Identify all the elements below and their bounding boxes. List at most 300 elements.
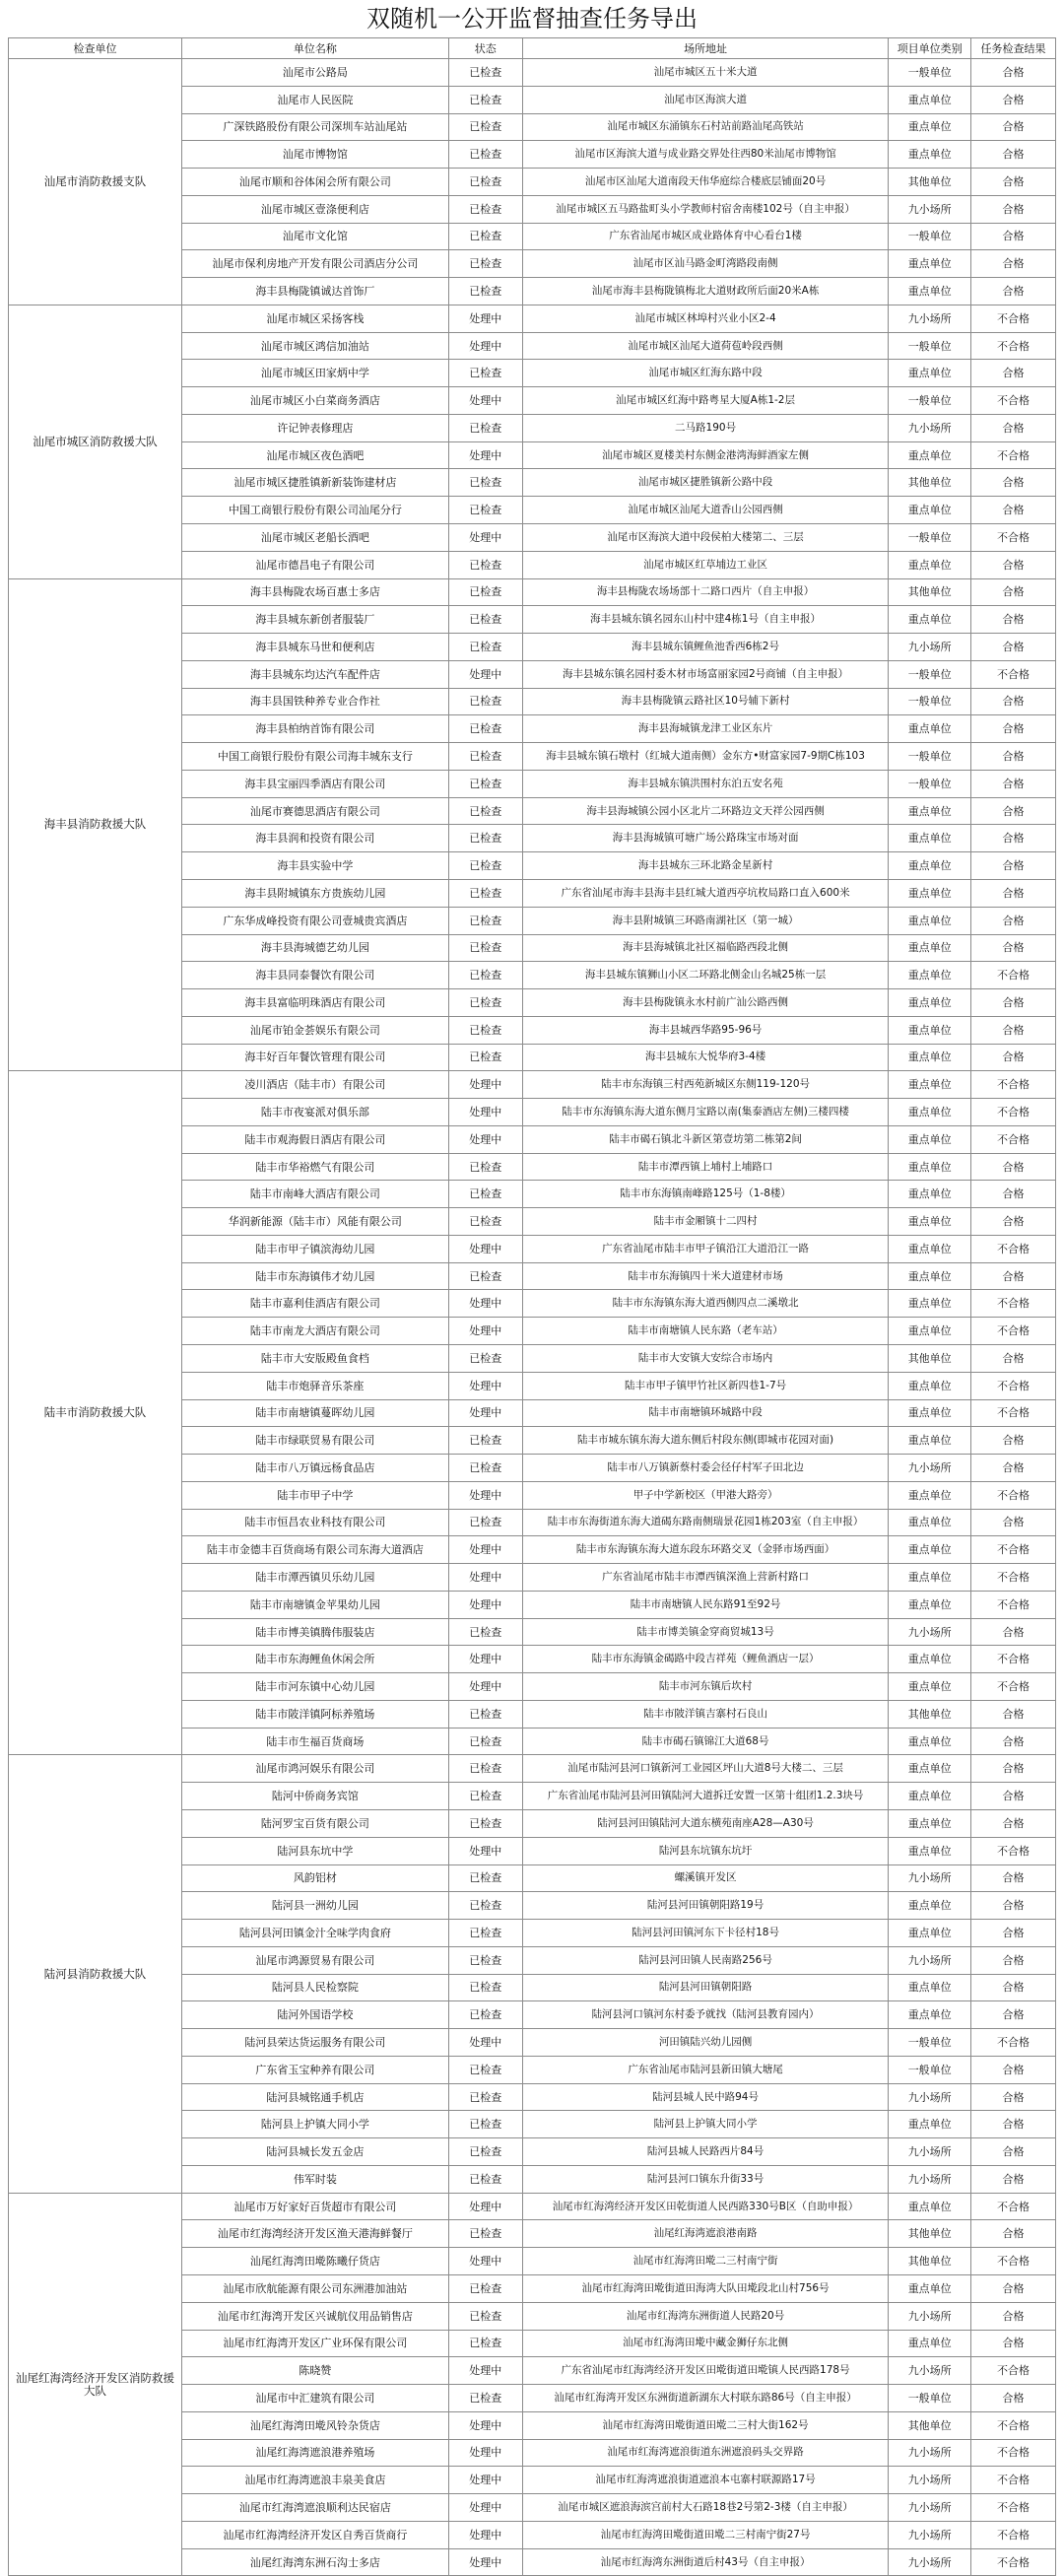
- table-row: [9, 59, 1056, 87]
- status-cell: 处理中: [448, 1099, 522, 1126]
- unit-name-cell: 陆河县荣达货运服务有限公司: [182, 2029, 449, 2057]
- address-cell: 二马路190号: [522, 414, 889, 441]
- category-cell: 重点单位: [889, 2275, 971, 2303]
- category-cell: 其他单位: [889, 169, 971, 196]
- status-cell: 已检查: [448, 1044, 522, 1071]
- status-cell: 已检查: [448, 1755, 522, 1783]
- category-cell: 其他单位: [889, 2411, 971, 2439]
- unit-name-cell: 陆丰市南龙大酒店有限公司: [182, 1318, 449, 1345]
- unit-name-cell: 陆丰市金德丰百货商场有限公司东海大道酒店: [182, 1536, 449, 1564]
- status-cell: 处理中: [448, 2193, 522, 2220]
- status-cell: 已检查: [448, 414, 522, 441]
- result-cell: 不合格: [971, 2467, 1056, 2494]
- address-cell: 汕尾市红海湾田墘中藏金狮仔东北侧: [522, 2330, 889, 2357]
- status-cell: 处理中: [448, 1399, 522, 1427]
- unit-name-cell: 海丰县富临明珠酒店有限公司: [182, 989, 449, 1017]
- unit-name-cell: 陆丰市博美镇腾伟服装店: [182, 1618, 449, 1646]
- category-cell: 一般单位: [889, 660, 971, 688]
- unit-name-cell: 陆河县城长发五金店: [182, 2138, 449, 2166]
- status-cell: 已检查: [448, 1455, 522, 1482]
- result-cell: 不合格: [971, 1372, 1056, 1399]
- status-cell: 已检查: [448, 1344, 522, 1372]
- result-cell: 合格: [971, 606, 1056, 634]
- category-cell: 一般单位: [889, 2056, 971, 2083]
- category-cell: 重点单位: [889, 1509, 971, 1536]
- unit-name-cell: 陆丰市大安版殿鱼食档: [182, 1344, 449, 1372]
- status-cell: 已检查: [448, 1810, 522, 1838]
- result-cell: 合格: [971, 825, 1056, 852]
- category-cell: 重点单位: [889, 907, 971, 934]
- category-cell: 重点单位: [889, 1673, 971, 1701]
- result-cell: 合格: [971, 1044, 1056, 1071]
- category-cell: 九小场所: [889, 2439, 971, 2467]
- status-cell: 处理中: [448, 2548, 522, 2576]
- result-cell: 不合格: [971, 441, 1056, 469]
- address-cell: 陆丰市八万镇新蔡村委会径仔村军子田北边: [522, 1455, 889, 1482]
- status-cell: 已检查: [448, 2056, 522, 2083]
- unit-name-cell: 华润新能源（陆丰市）风能有限公司: [182, 1208, 449, 1236]
- category-cell: 重点单位: [889, 989, 971, 1017]
- address-cell: 陆丰市东海镇南峰路125号（1-8楼）: [522, 1181, 889, 1208]
- category-cell: 九小场所: [889, 195, 971, 223]
- result-cell: 合格: [971, 551, 1056, 578]
- result-cell: 不合格: [971, 1646, 1056, 1673]
- result-cell: 合格: [971, 59, 1056, 87]
- result-cell: 合格: [971, 634, 1056, 661]
- result-cell: 合格: [971, 1920, 1056, 1947]
- unit-name-cell: 汕尾市鸿源贸易有限公司: [182, 1946, 449, 1974]
- status-cell: 已检查: [448, 1208, 522, 1236]
- inspection-team-cell: 海丰县消防救援大队: [9, 578, 182, 1071]
- column-header-unit: 单位名称: [182, 38, 449, 59]
- unit-name-cell: 汕尾市城区捷胜镇新新装饰建材店: [182, 469, 449, 497]
- result-cell: 不合格: [971, 962, 1056, 989]
- address-cell: 海丰县附城镇三环路南湖社区（第一城）: [522, 907, 889, 934]
- category-cell: 重点单位: [889, 797, 971, 825]
- address-cell: 汕尾市红海湾田墘街道田墘二三村大街162号: [522, 2411, 889, 2439]
- unit-name-cell: 汕尾市红海湾遮浪顺利达民宿店: [182, 2494, 449, 2522]
- status-cell: 处理中: [448, 1235, 522, 1262]
- category-cell: 重点单位: [889, 2111, 971, 2138]
- category-cell: 重点单位: [889, 1290, 971, 1318]
- result-cell: 不合格: [971, 2193, 1056, 2220]
- address-cell: 汕尾市红海湾东洲街道人民路20号: [522, 2302, 889, 2330]
- result-cell: 合格: [971, 1974, 1056, 2001]
- address-cell: 海丰县城东三环北路金星新村: [522, 852, 889, 880]
- address-cell: 海丰县城东镇鲤鱼池香西6栋2号: [522, 634, 889, 661]
- status-cell: 已检查: [448, 469, 522, 497]
- unit-name-cell: 汕尾市城区老船长酒吧: [182, 524, 449, 552]
- status-cell: 已检查: [448, 1700, 522, 1728]
- address-cell: 汕尾市城区汕尾大道香山公园西侧: [522, 497, 889, 524]
- unit-name-cell: 海丰县梅陇农场百惠士多店: [182, 578, 449, 606]
- status-cell: 已检查: [448, 634, 522, 661]
- status-cell: 处理中: [448, 1837, 522, 1864]
- category-cell: 重点单位: [889, 1125, 971, 1153]
- status-cell: 已检查: [448, 578, 522, 606]
- status-cell: 已检查: [448, 770, 522, 797]
- category-cell: 其他单位: [889, 578, 971, 606]
- address-cell: 汕尾市城区五马路盐町头小学教师村宿舍南楼102号（自主申报）: [522, 195, 889, 223]
- category-cell: 重点单位: [889, 1783, 971, 1810]
- status-cell: 已检查: [448, 2165, 522, 2193]
- result-cell: 不合格: [971, 1071, 1056, 1099]
- address-cell: 汕尾市红海湾田墘街道田海湾大队田墘段北山村756号: [522, 2275, 889, 2303]
- result-cell: 合格: [971, 1344, 1056, 1372]
- result-cell: 合格: [971, 1455, 1056, 1482]
- category-cell: 重点单位: [889, 962, 971, 989]
- status-cell: 已检查: [448, 2302, 522, 2330]
- result-cell: 合格: [971, 169, 1056, 196]
- result-cell: 合格: [971, 250, 1056, 278]
- address-cell: 广东省汕尾市陆丰市甲子镇沿江大道沿江一路: [522, 1235, 889, 1262]
- status-cell: 处理中: [448, 1673, 522, 1701]
- status-cell: 处理中: [448, 2248, 522, 2275]
- address-cell: 汕尾市红海湾遮浪街道遮浪本屯寨村联源路17号: [522, 2467, 889, 2494]
- result-cell: 合格: [971, 141, 1056, 169]
- status-cell: 处理中: [448, 2467, 522, 2494]
- address-cell: 陆丰市东海镇东海大道东侧月宝路以南(集泰酒店左侧)三楼四楼: [522, 1099, 889, 1126]
- unit-name-cell: 海丰县宝丽四季酒店有限公司: [182, 770, 449, 797]
- result-cell: 合格: [971, 2302, 1056, 2330]
- address-cell: 海丰县城东镇石墩村（红城大道南侧）金东方•财富家园7-9期C栋103: [522, 743, 889, 771]
- address-cell: 汕尾市红海湾经济开发区田乾街道人民西路330号B区（自助申报）: [522, 2193, 889, 2220]
- unit-name-cell: 海丰县实验中学: [182, 852, 449, 880]
- status-cell: 已检查: [448, 1427, 522, 1455]
- result-cell: 不合格: [971, 2248, 1056, 2275]
- address-cell: 汕尾市城区捷胜镇新公路中段: [522, 469, 889, 497]
- status-cell: 已检查: [448, 852, 522, 880]
- result-cell: 不合格: [971, 2029, 1056, 2057]
- unit-name-cell: 汕尾市城区采扬客栈: [182, 305, 449, 332]
- unit-name-cell: 陆丰市东海鲤鱼休闲会所: [182, 1646, 449, 1673]
- result-cell: 合格: [971, 2385, 1056, 2412]
- result-cell: 合格: [971, 1728, 1056, 1755]
- unit-name-cell: 陆丰市绿联贸易有限公司: [182, 1427, 449, 1455]
- result-cell: 合格: [971, 2220, 1056, 2248]
- address-cell: 陆河县河口镇河东村委予就找（陆河县教育园内）: [522, 2001, 889, 2029]
- unit-name-cell: 汕尾市铂金荟娱乐有限公司: [182, 1016, 449, 1044]
- result-cell: 合格: [971, 879, 1056, 907]
- address-cell: 广东省汕尾市城区成业路体育中心看台1楼: [522, 223, 889, 250]
- status-cell: 处理中: [448, 387, 522, 415]
- category-cell: 九小场所: [889, 2165, 971, 2193]
- result-cell: 不合格: [971, 524, 1056, 552]
- result-cell: 合格: [971, 1153, 1056, 1181]
- status-cell: 已检查: [448, 1618, 522, 1646]
- result-cell: 合格: [971, 1783, 1056, 1810]
- status-cell: 处理中: [448, 2521, 522, 2548]
- address-cell: 陆河县河田镇河东下卡径村18号: [522, 1920, 889, 1947]
- result-cell: 不合格: [971, 305, 1056, 332]
- result-cell: 合格: [971, 1181, 1056, 1208]
- address-cell: 陆河县河田镇陆河大道东横苑南座A28—A30号: [522, 1810, 889, 1838]
- address-cell: 河田镇陆兴幼儿园侧: [522, 2029, 889, 2057]
- unit-name-cell: 汕尾市德昌电子有限公司: [182, 551, 449, 578]
- result-cell: 合格: [971, 2165, 1056, 2193]
- result-cell: 不合格: [971, 1125, 1056, 1153]
- address-cell: 陆丰市东海镇四十米大道建材市场: [522, 1262, 889, 1290]
- inspection-team-cell: 汕尾市消防救援支队: [9, 59, 182, 305]
- result-cell: 不合格: [971, 1591, 1056, 1618]
- status-cell: 已检查: [448, 2001, 522, 2029]
- address-cell: 陆丰市东海镇东海大道东段东环路交叉（金驿市场西面）: [522, 1536, 889, 1564]
- unit-name-cell: 陆丰市东海镇伟才幼儿园: [182, 1262, 449, 1290]
- address-cell: 海丰县城东镇名园东山村中建4栋1号（自主申报）: [522, 606, 889, 634]
- result-cell: 合格: [971, 1016, 1056, 1044]
- result-cell: 合格: [971, 113, 1056, 141]
- unit-name-cell: 海丰县城东马世和便利店: [182, 634, 449, 661]
- column-header-result: 任务检查结果: [971, 38, 1056, 59]
- status-cell: 已检查: [448, 743, 522, 771]
- category-cell: 重点单位: [889, 1372, 971, 1399]
- category-cell: 重点单位: [889, 250, 971, 278]
- result-cell: 合格: [971, 1810, 1056, 1838]
- status-cell: 已检查: [448, 715, 522, 743]
- category-cell: 重点单位: [889, 1646, 971, 1673]
- status-cell: 处理中: [448, 2029, 522, 2057]
- category-cell: 重点单位: [889, 1153, 971, 1181]
- status-cell: 已检查: [448, 1153, 522, 1181]
- result-cell: 合格: [971, 414, 1056, 441]
- result-cell: 合格: [971, 1262, 1056, 1290]
- status-cell: 已检查: [448, 278, 522, 305]
- status-cell: 处理中: [448, 1125, 522, 1153]
- status-cell: 处理中: [448, 1318, 522, 1345]
- category-cell: 一般单位: [889, 387, 971, 415]
- status-cell: 已检查: [448, 797, 522, 825]
- unit-name-cell: 汕尾红海湾东洲石沟士多店: [182, 2548, 449, 2576]
- status-cell: 已检查: [448, 1016, 522, 1044]
- result-cell: 不合格: [971, 1481, 1056, 1509]
- address-cell: 汕尾市城区汕尾大道荷苞岭段西侧: [522, 332, 889, 360]
- category-cell: 重点单位: [889, 606, 971, 634]
- status-cell: 处理中: [448, 1290, 522, 1318]
- unit-name-cell: 汕尾市红海湾经济开发区自秀百货商行: [182, 2521, 449, 2548]
- result-cell: 不合格: [971, 660, 1056, 688]
- result-cell: 合格: [971, 2056, 1056, 2083]
- unit-name-cell: 陆丰市嘉利佳酒店有限公司: [182, 1290, 449, 1318]
- result-cell: 不合格: [971, 2494, 1056, 2522]
- unit-name-cell: 陆河县人民检察院: [182, 1974, 449, 2001]
- unit-name-cell: 海丰县附城镇东方贵族幼儿园: [182, 879, 449, 907]
- category-cell: 一般单位: [889, 2029, 971, 2057]
- result-cell: 合格: [971, 1618, 1056, 1646]
- status-cell: 处理中: [448, 1071, 522, 1099]
- address-cell: 广东省汕尾市陆河县新田镇大塘尾: [522, 2056, 889, 2083]
- category-cell: 重点单位: [889, 825, 971, 852]
- status-cell: 处理中: [448, 1536, 522, 1564]
- address-cell: 陆河县东坑镇东坑圩: [522, 1837, 889, 1864]
- status-cell: 已检查: [448, 1946, 522, 1974]
- category-cell: 九小场所: [889, 2467, 971, 2494]
- result-cell: 合格: [971, 1946, 1056, 1974]
- category-cell: 九小场所: [889, 2302, 971, 2330]
- table-row: [9, 1071, 1056, 1099]
- status-cell: 已检查: [448, 825, 522, 852]
- address-cell: 海丰县梅陇镇永水村前广汕公路西侧: [522, 989, 889, 1017]
- status-cell: 已检查: [448, 688, 522, 715]
- status-cell: 处理中: [448, 2494, 522, 2522]
- inspection-team-cell: 汕尾市城区消防救援大队: [9, 305, 182, 578]
- status-cell: 已检查: [448, 2220, 522, 2248]
- address-cell: 汕尾市城区红草埔边工业区: [522, 551, 889, 578]
- status-cell: 已检查: [448, 606, 522, 634]
- category-cell: 重点单位: [889, 1181, 971, 1208]
- status-cell: 处理中: [448, 305, 522, 332]
- result-cell: 合格: [971, 223, 1056, 250]
- category-cell: 九小场所: [889, 2494, 971, 2522]
- category-cell: 重点单位: [889, 715, 971, 743]
- category-cell: 重点单位: [889, 1071, 971, 1099]
- unit-name-cell: 陆河县河田镇金汁全味学肉食府: [182, 1920, 449, 1947]
- status-cell: 处理中: [448, 1591, 522, 1618]
- status-cell: 已检查: [448, 1181, 522, 1208]
- address-cell: 陆丰市潭西镇上埔村上埔路口: [522, 1153, 889, 1181]
- category-cell: 一般单位: [889, 59, 971, 87]
- address-cell: 陆丰市金厢镇十二四村: [522, 1208, 889, 1236]
- address-cell: 螺溪镇开发区: [522, 1864, 889, 1892]
- unit-name-cell: 汕尾市红海湾经济开发区渔天港海鲜餐厅: [182, 2220, 449, 2248]
- category-cell: 一般单位: [889, 524, 971, 552]
- status-cell: 处理中: [448, 1481, 522, 1509]
- unit-name-cell: 广深铁路股份有限公司深圳车站汕尾站: [182, 113, 449, 141]
- address-cell: 陆丰市东海镇金碣路中段吉祥苑（鲤鱼酒店一层）: [522, 1646, 889, 1673]
- category-cell: 九小场所: [889, 1455, 971, 1482]
- status-cell: 已检查: [448, 1728, 522, 1755]
- result-cell: 合格: [971, 1427, 1056, 1455]
- category-cell: 一般单位: [889, 332, 971, 360]
- result-cell: 不合格: [971, 387, 1056, 415]
- address-cell: 陆河县上护镇大同小学: [522, 2111, 889, 2138]
- unit-name-cell: 海丰县城东新创者服装厂: [182, 606, 449, 634]
- result-cell: 不合格: [971, 2548, 1056, 2576]
- unit-name-cell: 汕尾市公路局: [182, 59, 449, 87]
- table-row: [9, 2193, 1056, 2220]
- category-cell: 其他单位: [889, 2248, 971, 2275]
- category-cell: 九小场所: [889, 2548, 971, 2576]
- category-cell: 重点单位: [889, 1728, 971, 1755]
- category-cell: 重点单位: [889, 879, 971, 907]
- result-cell: 不合格: [971, 332, 1056, 360]
- category-cell: 重点单位: [889, 2001, 971, 2029]
- unit-name-cell: 许记钟表修理店: [182, 414, 449, 441]
- category-cell: 重点单位: [889, 1235, 971, 1262]
- unit-name-cell: 陆河罗宝百货有限公司: [182, 1810, 449, 1838]
- unit-name-cell: 汕尾市博物馆: [182, 141, 449, 169]
- unit-name-cell: 陆丰市夜宴派对俱乐部: [182, 1099, 449, 1126]
- result-cell: 合格: [971, 934, 1056, 962]
- status-cell: 已检查: [448, 2330, 522, 2357]
- unit-name-cell: 陆河县城铭通手机店: [182, 2083, 449, 2111]
- status-cell: 已检查: [448, 989, 522, 1017]
- address-cell: 陆河县城人民中路94号: [522, 2083, 889, 2111]
- status-cell: 处理中: [448, 441, 522, 469]
- status-cell: 已检查: [448, 879, 522, 907]
- category-cell: 重点单位: [889, 141, 971, 169]
- result-cell: 合格: [971, 907, 1056, 934]
- category-cell: 重点单位: [889, 1536, 971, 1564]
- category-cell: 其他单位: [889, 1700, 971, 1728]
- address-cell: 甲子中学新校区（甲港大路旁）: [522, 1481, 889, 1509]
- result-cell: 合格: [971, 86, 1056, 113]
- result-cell: 合格: [971, 1755, 1056, 1783]
- category-cell: 重点单位: [889, 1591, 971, 1618]
- unit-name-cell: 陆丰市恒昌农业科技有限公司: [182, 1509, 449, 1536]
- table-row: [9, 305, 1056, 332]
- status-cell: 处理中: [448, 1564, 522, 1592]
- inspection-team-cell: 陆丰市消防救援大队: [9, 1071, 182, 1755]
- result-cell: 合格: [971, 1208, 1056, 1236]
- category-cell: 重点单位: [889, 852, 971, 880]
- result-cell: 不合格: [971, 1673, 1056, 1701]
- document-title: 双随机一公开监督抽查任务导出: [366, 5, 698, 33]
- category-cell: 重点单位: [889, 2193, 971, 2220]
- result-cell: 不合格: [971, 1837, 1056, 1864]
- unit-name-cell: 陈晓赞: [182, 2357, 449, 2385]
- address-cell: 海丰县海城镇可塘广场公路珠宝市场对面: [522, 825, 889, 852]
- address-cell: 陆河县河口镇东升街33号: [522, 2165, 889, 2193]
- status-cell: 已检查: [448, 169, 522, 196]
- status-cell: 处理中: [448, 1372, 522, 1399]
- unit-name-cell: 陆丰市南峰大酒店有限公司: [182, 1181, 449, 1208]
- result-cell: 合格: [971, 1509, 1056, 1536]
- address-cell: 陆丰市东海街道东海大道碣东路南侧瑞景花园1栋203室（自主申报）: [522, 1509, 889, 1536]
- category-cell: 九小场所: [889, 2521, 971, 2548]
- category-cell: 重点单位: [889, 1427, 971, 1455]
- result-cell: 合格: [971, 2275, 1056, 2303]
- status-cell: 已检查: [448, 1920, 522, 1947]
- unit-name-cell: 陆河县上护镇大同小学: [182, 2111, 449, 2138]
- status-cell: 已检查: [448, 907, 522, 934]
- result-cell: 合格: [971, 770, 1056, 797]
- unit-name-cell: 汕尾市保利房地产开发有限公司酒店分公司: [182, 250, 449, 278]
- unit-name-cell: 海丰县梅陇镇诚达首饰厂: [182, 278, 449, 305]
- address-cell: 海丰县海城镇北社区福临路西段北侧: [522, 934, 889, 962]
- unit-name-cell: 陆河县东坑中学: [182, 1837, 449, 1864]
- unit-name-cell: 海丰县润和投资有限公司: [182, 825, 449, 852]
- unit-name-cell: 汕尾红海湾遮浪港养殖场: [182, 2439, 449, 2467]
- unit-name-cell: 陆丰市甲子中学: [182, 1481, 449, 1509]
- category-cell: 重点单位: [889, 1810, 971, 1838]
- unit-name-cell: 汕尾市城区鸿信加油站: [182, 332, 449, 360]
- unit-name-cell: 汕尾市城区田家炳中学: [182, 360, 449, 387]
- status-cell: 处理中: [448, 2439, 522, 2467]
- category-cell: 其他单位: [889, 2220, 971, 2248]
- status-cell: 已检查: [448, 223, 522, 250]
- address-cell: 海丰县城西华路95-96号: [522, 1016, 889, 1044]
- category-cell: 重点单位: [889, 551, 971, 578]
- address-cell: 海丰县梅陇农场场部十二路口西片（自主申报）: [522, 578, 889, 606]
- inspection-table: [8, 37, 1056, 2576]
- result-cell: 不合格: [971, 1318, 1056, 1345]
- unit-name-cell: 凌川酒店（陆丰市）有限公司: [182, 1071, 449, 1099]
- address-cell: 海丰县海城镇公园小区北片二环路边文天祥公园西侧: [522, 797, 889, 825]
- category-cell: 九小场所: [889, 1618, 971, 1646]
- address-cell: 海丰县城东镇洪围村东泊五安名苑: [522, 770, 889, 797]
- address-cell: 汕尾市海丰县梅陇镇梅北大道财政所后面20米A栋: [522, 278, 889, 305]
- address-cell: 陆丰市南塘镇环城路中段: [522, 1399, 889, 1427]
- address-cell: 陆丰市博美镇金穿商贸城13号: [522, 1618, 889, 1646]
- status-cell: 已检查: [448, 1509, 522, 1536]
- category-cell: 一般单位: [889, 743, 971, 771]
- unit-name-cell: 汕尾市城区壹涤便利店: [182, 195, 449, 223]
- status-cell: 已检查: [448, 1892, 522, 1920]
- category-cell: 重点单位: [889, 86, 971, 113]
- unit-name-cell: 海丰好百年餐饮管理有限公司: [182, 1044, 449, 1071]
- status-cell: 处理中: [448, 2357, 522, 2385]
- category-cell: 九小场所: [889, 2357, 971, 2385]
